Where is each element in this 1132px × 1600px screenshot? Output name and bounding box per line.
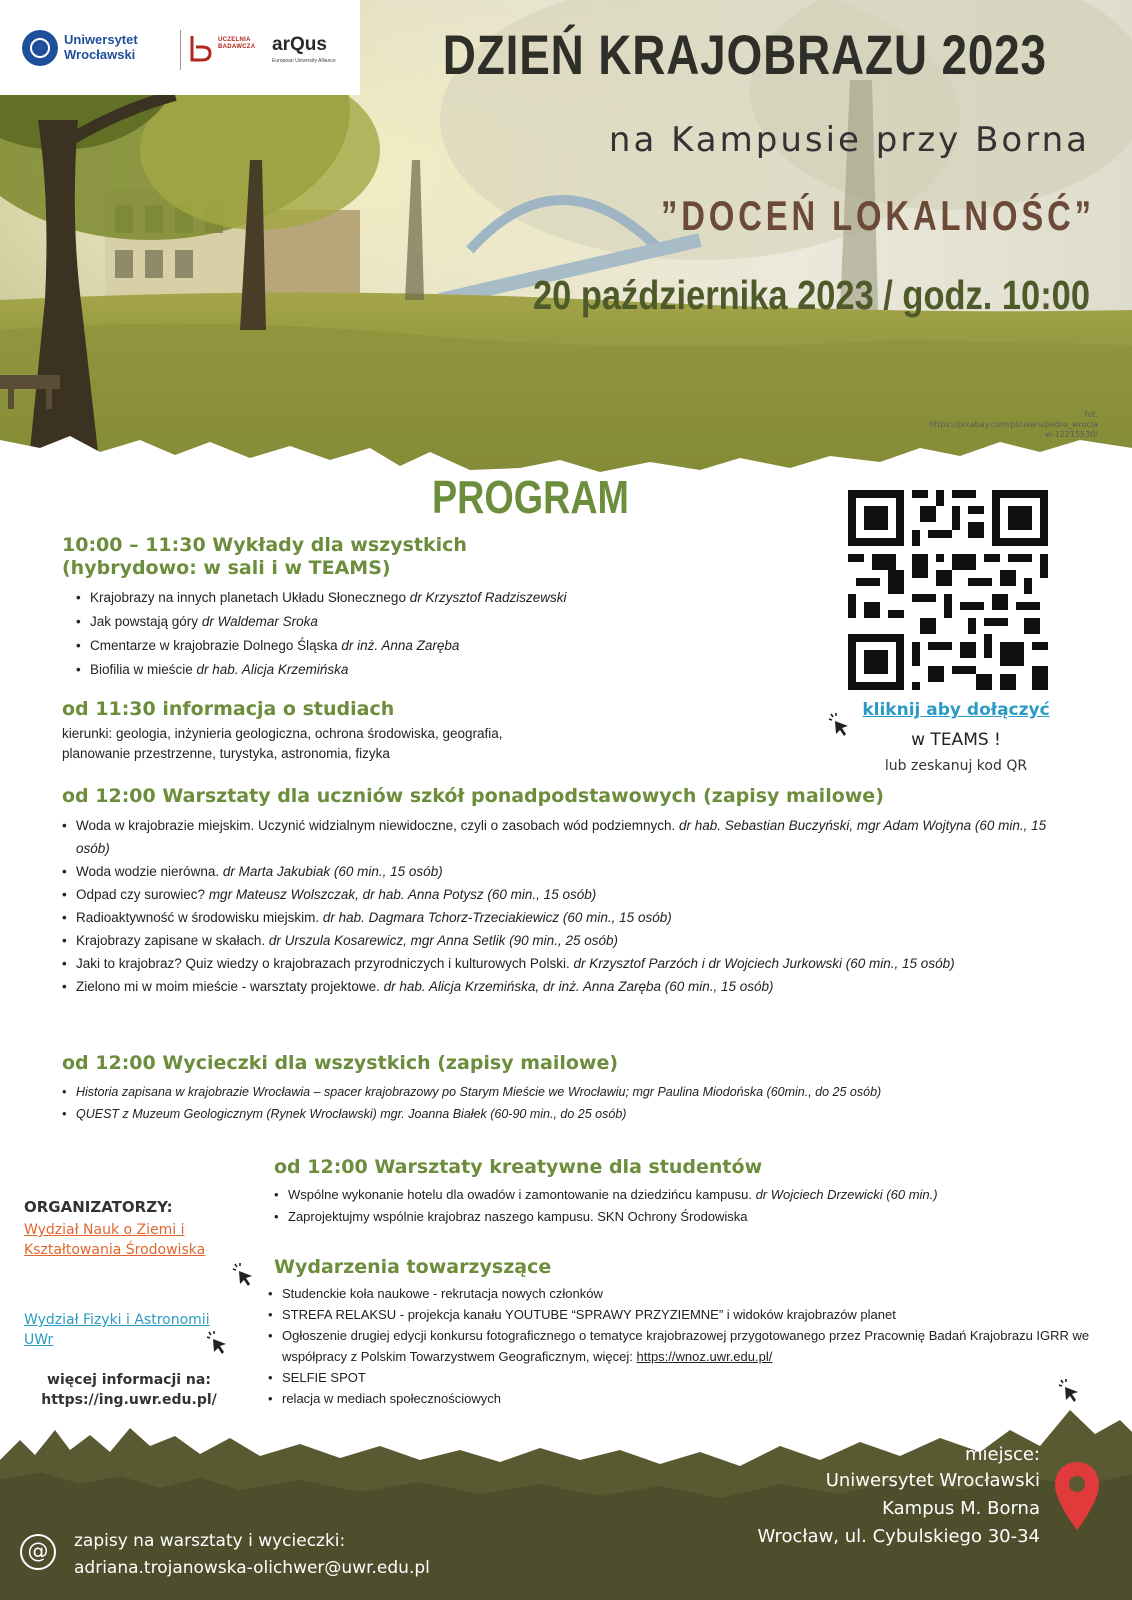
cursor-click-icon <box>230 1262 256 1288</box>
list-item: • Jaki to krajobraz? Quiz wiedzy o krajobrazach przyrodniczych i kulturowych Polski. dr Krzysztof Parzóch i dr Wojciech Jurkowski (60 min., 15 osób) <box>62 952 1072 975</box>
place-label: miejsce: <box>964 1444 1040 1465</box>
list-item: • SELFIE SPOT <box>268 1367 1090 1388</box>
poster-title: DZIEŃ KRAJOBRAZU 2023 <box>442 23 1047 86</box>
place-line-university: Uniwersytet Wrocławski <box>825 1470 1040 1491</box>
list-item: • Studenckie koła naukowe - rekrutacja nowych członków <box>268 1283 1090 1304</box>
lectures-heading-line1: 10:00 – 11:30 Wykłady dla wszystkich <box>62 534 467 556</box>
studies-fields-line1: kierunki: geologia, inżynieria geologiczna, ochrona środowiska, geografia, <box>62 726 503 741</box>
uwr-logo-line1: Uniwersytet <box>64 32 138 47</box>
arqus-logo: arQus <box>272 34 327 55</box>
uwr-crest-logo <box>22 30 58 66</box>
cursor-click-icon <box>204 1330 230 1356</box>
photo-credit-line1: fot. <box>1084 410 1098 419</box>
organizers-title: ORGANIZATORZY: <box>24 1198 173 1216</box>
lectures-heading-line2: (hybrydowo: w sali i w TEAMS) <box>62 557 391 579</box>
list-item: • Jak powstają góry dr Waldemar Sroka <box>76 610 816 634</box>
lectures-list <box>76 586 816 682</box>
list-item: • STREFA RELAKSU - projekcja kanału YOUTUBE “SPRAWY PRZYZIEMNE” i widoków krajobrazów planet <box>268 1304 1090 1325</box>
list-item: • Odpad czy surowiec? mgr Mateusz Wolszczak, dr hab. Anna Potysz (60 min., 15 osób) <box>62 883 1072 906</box>
list-item: • Ogłoszenie drugiej edycji konkursu fotograficznego o tematyce krajobrazowej przygotowanego przez Pracownię Badań Krajobrazu IGRR we współpracy z Polskim Towarzystwem Geograficznym, więcej: https://wnoz.uwr.edu.pl/ <box>268 1325 1090 1367</box>
ub-logo-text <box>218 37 255 51</box>
poster-subtitle: na Kampusie przy Borna <box>608 120 1090 160</box>
trips-heading: od 12:00 Wycieczki dla wszystkich (zapisy mailowe) <box>62 1052 619 1074</box>
list-item: • QUEST z Muzeum Geologicznym (Rynek Wrocławski) mgr. Joanna Białek (60-90 min., do 25 osób) <box>62 1103 1082 1125</box>
photo-credit-line2: https://pixabay.com/pl/users/pedro_wrocla <box>929 420 1098 429</box>
list-item: • Woda wodzie nierówna. dr Marta Jakubiak (60 min., 15 osób) <box>62 860 1072 883</box>
list-item: • Krajobrazy zapisane w skałach. dr Urszula Kosarewicz, mgr Anna Setlik (90 min., 25 osób) <box>62 929 1072 952</box>
signup-email[interactable]: adriana.trojanowska-olichwer@uwr.edu.pl <box>74 1558 430 1578</box>
organizer-link-physics[interactable]: Wydział Fizyki i Astronomii UWr <box>24 1312 210 1348</box>
list-item: • Zielono mi w moim mieście - warsztaty projektowe. dr hab. Alicja Krzemińska, dr inż. Anna Zaręba (60 min., 15 osób) <box>62 975 1072 998</box>
list-item: • Cmentarze w krajobrazie Dolnego Śląska dr inż. Anna Zaręba <box>76 634 816 658</box>
photo-credit <box>880 410 1098 440</box>
trips-list <box>62 1081 1082 1125</box>
arqus-logo-subtitle: European University Alliance <box>272 58 336 64</box>
studies-fields <box>62 724 822 764</box>
list-item: • relacja w mediach społecznościowych <box>268 1388 1090 1409</box>
list-item: • Wspólne wykonanie hotelu dla owadów i zamontowanie na dziedzińcu kampusu. dr Wojciech Drzewicki (60 min.) <box>274 1184 1094 1206</box>
side-events-heading: Wydarzenia towarzyszące <box>274 1256 552 1278</box>
at-sign-icon: @ <box>20 1534 56 1570</box>
map-pin-icon <box>1052 1460 1102 1532</box>
lectures-heading <box>62 534 467 580</box>
list-item: • Zaprojektujmy wspólnie krajobraz naszego kampusu. SKN Ochrony Środowiska <box>274 1206 1094 1228</box>
list-item: • Biofilia w mieście dr hab. Alicja Krzemińska <box>76 658 816 682</box>
qr-code[interactable] <box>848 490 1048 690</box>
hero-banner <box>0 0 1132 490</box>
list-item: • Woda w krajobrazie miejskim. Uczynić widzialnym niewidoczne, czyli o zasobach wód podziemnych. dr hab. Sebastian Buczyński, mgr Adam Wojtyna (60 min., 15 osób) <box>62 814 1072 860</box>
program-heading: PROGRAM <box>432 471 629 523</box>
studies-heading: od 11:30 informacja o studiach <box>62 698 395 720</box>
logo-separator <box>180 30 181 70</box>
wnoz-link[interactable]: https://wnoz.uwr.edu.pl/ <box>636 1349 773 1364</box>
uwr-logo-line2: Wrocławski <box>64 47 136 62</box>
list-item: • Historia zapisana w krajobrazie Wrocławia – spacer krajobrazowy po Starym Mieście we Wrocławiu; mgr Paulina Miodońska (60min., do 25 osób) <box>62 1081 1082 1103</box>
ub-logo-mark <box>190 34 212 62</box>
workshops-heading: od 12:00 Warsztaty dla uczniów szkół ponadpodstawowych (zapisy mailowe) <box>62 785 884 807</box>
poster-motto: ”DOCEŃ LOKALNOŚĆ” <box>661 192 1095 239</box>
ub-logo-line2: BADAWCZA <box>218 44 256 50</box>
place-line-address: Wrocław, ul. Cybulskiego 30-34 <box>757 1526 1040 1547</box>
list-item: • Radioaktywność w środowisku miejskim. dr hab. Dagmara Tchorz-Trzeciakiewicz (60 min., 15 osób) <box>62 906 1072 929</box>
event-date: 20 października 2023 / godz. 10:00 <box>532 272 1090 318</box>
teams-label: w TEAMS ! <box>911 730 1001 750</box>
scan-qr-label: lub zeskanuj kod QR <box>884 758 1028 774</box>
ub-logo-line1: UCZELNIA <box>218 37 251 43</box>
more-info-label: więcej informacji na: <box>47 1372 211 1388</box>
place-line-campus: Kampus M. Borna <box>882 1498 1040 1519</box>
studies-fields-line2: planowanie przestrzenne, turystyka, astronomia, fizyka <box>62 746 390 761</box>
signup-label: zapisy na warsztaty i wycieczki: <box>74 1531 346 1551</box>
creative-workshops-heading: od 12:00 Warsztaty kreatywne dla studentów <box>274 1156 763 1178</box>
creative-workshops-list <box>274 1184 1094 1228</box>
list-item: • Krajobrazy na innych planetach Układu Słonecznego dr Krzysztof Radziszewski <box>76 586 816 610</box>
photo-credit-line3: w-12215530/ <box>1045 430 1098 439</box>
teams-join-link[interactable]: kliknij aby dołączyć <box>862 700 1050 720</box>
uwr-logo-text <box>64 32 138 62</box>
logo-bar <box>0 0 360 95</box>
workshops-list <box>62 814 1072 998</box>
more-info-url[interactable]: https://ing.uwr.edu.pl/ <box>41 1392 217 1408</box>
organizer-link-earth-sciences[interactable]: Wydział Nauk o Ziemi i Kształtowania Środowiska <box>24 1222 206 1258</box>
